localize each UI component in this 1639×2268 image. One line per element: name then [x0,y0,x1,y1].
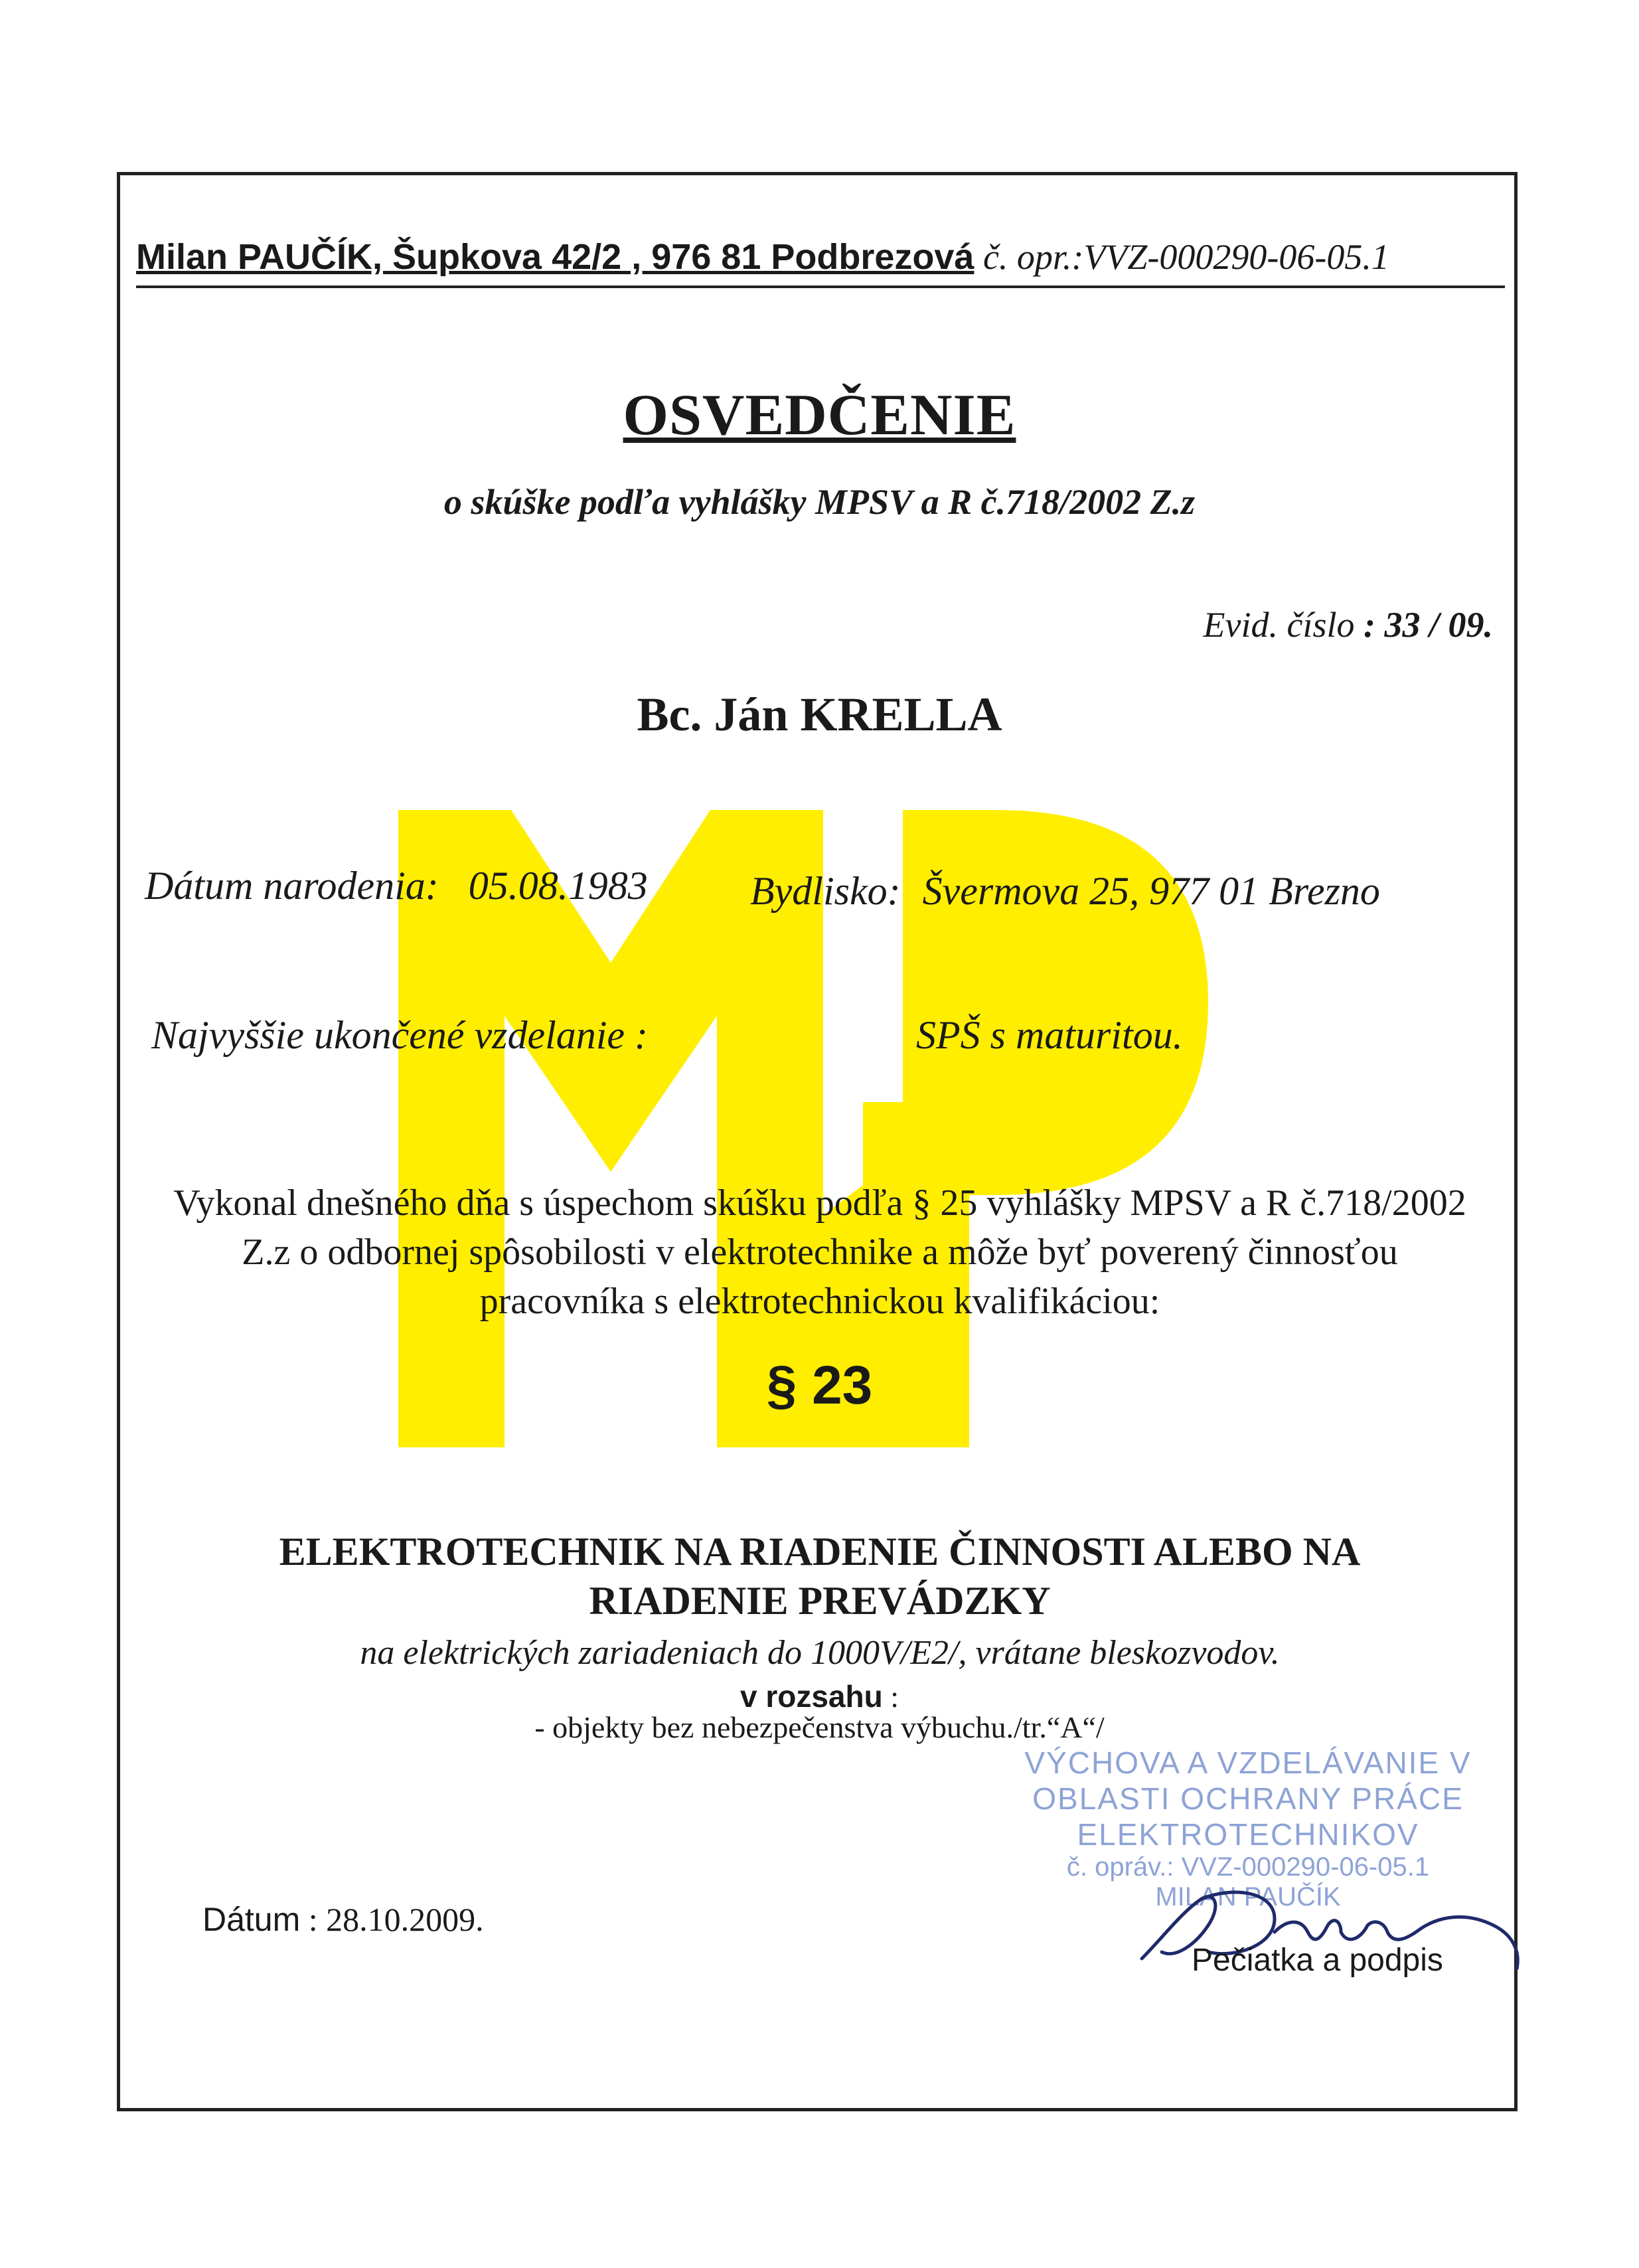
address-value: Švermova 25, 977 01 Brezno [922,869,1380,913]
stamp-line-4: č. opráv.: VVZ-000290-06-05.1 [1066,1852,1430,1882]
signature-label: Pečiatka a podpis [1192,1943,1443,1978]
header-underline [136,285,1505,288]
stamp-line-2: OBLASTI OCHRANY PRÁCE [1032,1781,1464,1816]
range-text: na elektrických zariadeniach do 1000V/E2/, vrátane bleskozvodov. [360,1634,1280,1672]
issuer-name-address: Milan PAUČÍK, Šupkova 42/2 , 976 81 Podbrezová [136,237,975,277]
birth-label: Dátum narodenia: [145,864,439,908]
evidence-number [1204,604,1493,645]
holder-name: Bc. Ján KRELLA [637,688,1002,741]
evidence-label: Evid. číslo [1203,605,1355,645]
evidence-value: : 33 / 09. [1364,605,1493,645]
document-title: OSVEDČENIE [623,383,1016,447]
certification-paragraph [119,1178,1520,1326]
scope-suffix: : [882,1680,899,1714]
issue-date [202,1900,484,1939]
license-number: č. opr.:VVZ-000290-06-05.1 [982,237,1389,277]
birth-date [145,863,648,909]
birth-value: 05.08.1983 [468,864,648,908]
scope-heading [0,1678,1639,1714]
date-value: : 28.10.2009. [308,1901,484,1938]
qualification-title [119,1527,1520,1625]
stamp-line-3: ELEKTROTECHNIKOV [1077,1817,1419,1852]
paragraph-line-2: Z.z o odbornej spôsobilosti v elektrotechnike a môže byť poverený činnosťou [242,1232,1398,1273]
issuer-header [136,236,1504,278]
address-label: Bydlisko: [750,869,901,913]
qualification-line-1: ELEKTROTECHNIK NA RIADENIE ČINNOSTI ALEBO NA [279,1530,1361,1574]
stamp-line-5: MILAN PAUČÍK [1155,1882,1341,1911]
paragraph-line-3: pracovníka s elektrotechnickou kvalifikáciou: [479,1281,1160,1322]
education-value: SPŠ s maturitou. [916,1013,1183,1057]
scope-item: - objekty bez nebezpečenstva výbuchu./tr.“A“/ [534,1710,1105,1744]
stamp-line-1: VÝCHOVA A VZDELÁVANIE V [1024,1745,1472,1780]
paragraph-line-1: Vykonal dnešného dňa s úspechom skúšku podľa § 25 vyhlášky MPSV a R č.718/2002 [173,1182,1466,1224]
education-label: Najvyššie ukončené vzdelanie : [151,1013,649,1057]
qualification-line-2: RIADENIE PREVÁDZKY [589,1579,1051,1623]
date-label: Dátum [202,1901,301,1938]
address [750,868,1380,914]
section-number: § 23 [766,1355,873,1416]
document-subtitle: o skúške podľa vyhlášky MPSV a R č.718/2002 Z.z [443,482,1196,522]
scope-label: v rozsahu [740,1679,883,1714]
